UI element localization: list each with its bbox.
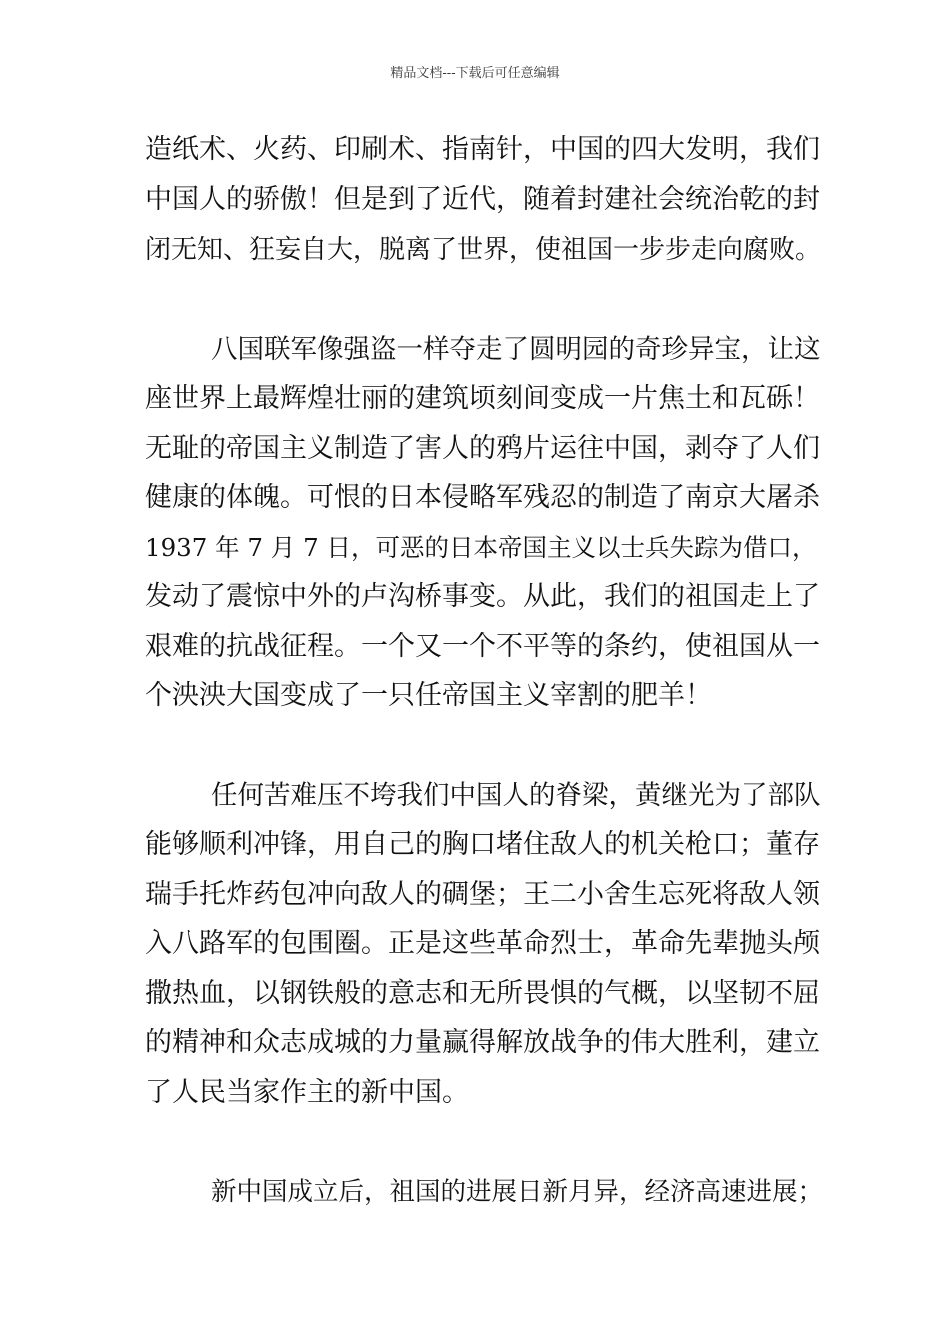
paragraph-3-line-4: 入八路军的包围圈。正是这些革命烈士，革命先辈抛头颅: [145, 928, 820, 959]
paragraph-3-line-5: 撒热血，以钢铁般的意志和无所畏惧的气概，以坚韧不屈: [145, 978, 820, 1009]
paragraph-3-line-2: 能够顺利冲锋，用自己的胸口堵住敌人的机关枪口；董存: [145, 829, 820, 860]
paragraph-2-line-2: 座世界上最辉煌壮丽的建筑顷刻间变成一片焦土和瓦砾！: [145, 383, 820, 414]
paragraph-1-line-2: 中国人的骄傲！但是到了近代，随着封建社会统治乾的封: [145, 184, 820, 215]
paragraph-1-line-3: 闭无知、狂妄自大，脱离了世界，使祖国一步步走向腐败。: [145, 235, 822, 265]
paragraph-3-line-6: 的精神和众志成城的力量赢得解放战争的伟大胜利，建立: [145, 1027, 820, 1058]
paragraph-4-line-1: 新中国成立后，祖国的进展日新月异，经济高速进展；: [211, 1177, 824, 1207]
paragraph-2-line-5: 1937 年 7 月 7 日，可恶的日本帝国主义以士兵失踪为借口，: [145, 533, 817, 562]
paragraph-2-line-1: 八国联军像强盗一样夺走了圆明园的奇珍异宝，让这: [211, 334, 821, 365]
paragraph-2-line-8: 个泱泱大国变成了一只任帝国主义宰割的肥羊！: [145, 680, 712, 711]
paragraph-2-line-7: 艰难的抗战征程。一个又一个不平等的条约，使祖国从一: [145, 631, 820, 662]
paragraph-1-line-1: 造纸术、火药、印刷术、指南针，中国的四大发明，我们: [145, 134, 820, 165]
paragraph-3-line-1: 任何苦难压不垮我们中国人的脊梁，黄继光为了部队: [211, 780, 821, 811]
paragraph-2-line-4: 健康的体魄。可恨的日本侵略军残忍的制造了南京大屠杀: [145, 482, 820, 513]
paragraph-2-line-6: 发动了震惊中外的卢沟桥事变。从此，我们的祖国走上了: [145, 581, 820, 612]
paragraph-3-line-3: 瑞手托炸药包冲向敌人的碉堡；王二小舍生忘死将敌人领: [145, 879, 820, 910]
paragraph-2-line-3: 无耻的帝国主义制造了害人的鸦片运往中国，剥夺了人们: [145, 433, 820, 464]
paragraph-3-line-7: 了人民当家作主的新中国。: [145, 1077, 469, 1108]
page-header: 精品文档---下载后可任意编辑: [390, 66, 560, 81]
